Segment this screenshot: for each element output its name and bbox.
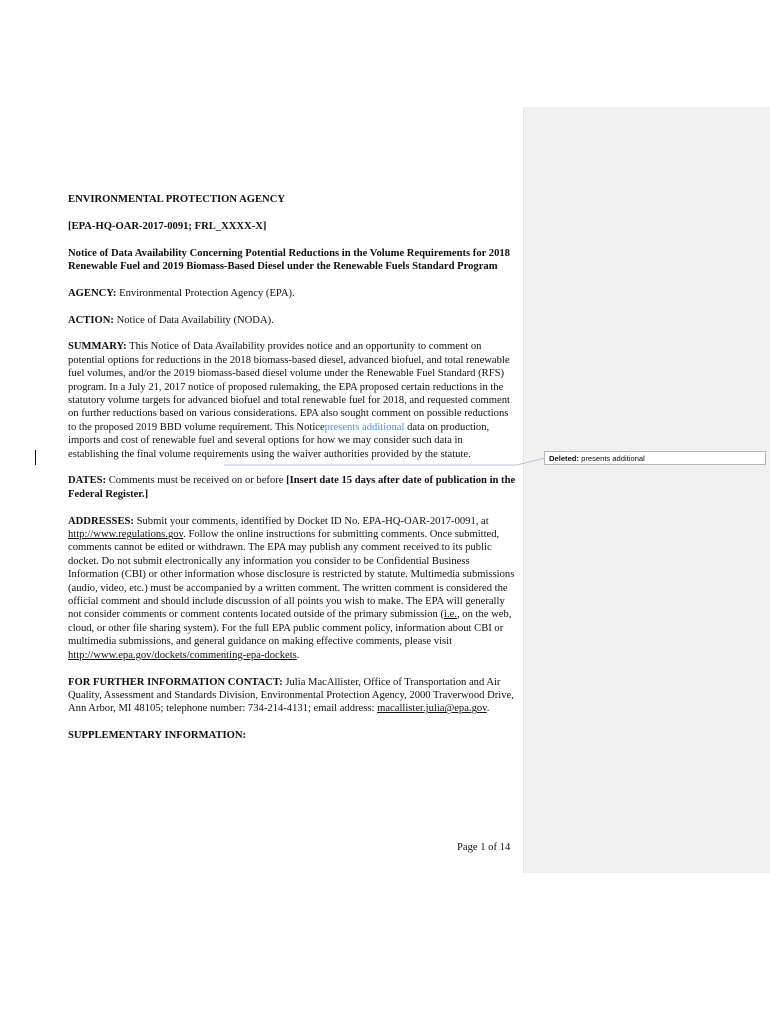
- addresses-label: ADDRESSES:: [68, 515, 134, 527]
- deleted-comment-balloon[interactable]: [544, 451, 766, 465]
- addresses-text-3: , on the web, cloud, or other file sharing system). For the full EPA public comment policy, information about CBI or multimedia submissions, and general guidance on making effective comments, please visit: [68, 609, 512, 648]
- notice-title: Notice of Data Availability Concerning Potential Reductions in the Volume Requirements for 2018 Renewable Fuel and 2019 Biomass-Based Diesel under the Renewable Fuels Standard Program: [68, 247, 510, 272]
- document-body: [68, 193, 516, 756]
- contact-label: FOR FURTHER INFORMATION CONTACT:: [68, 676, 283, 688]
- addresses-text-1: Submit your comments, identified by Docket ID No. EPA-HQ-OAR-2017-0091, at: [136, 515, 489, 527]
- dates-text: Comments must be received on or before: [108, 475, 284, 487]
- addresses-text-4: .: [296, 649, 300, 661]
- contact-email-link[interactable]: macallister.julia@epa.gov: [377, 703, 487, 715]
- summary-text-after: data on production, imports and cost of renewable fuel and several options for how we may consider such data in establishing the final volume requirements using the waiver authorities provided by the statute.: [68, 421, 490, 460]
- contact-text: Julia MacAllister, Office of Transportation and Air Quality, Assessment and Standards Division, Environmental Protection Agency, 2000 Traverwood Drive, Ann Arbor, MI 48105; telephone number: 734-214-4131; email address:: [68, 676, 514, 715]
- dates-bold-text: [Insert date 15 days after date of publication in the Federal Register.]: [68, 475, 516, 500]
- contact-text-end: .: [486, 703, 490, 715]
- agency-paragraph: [68, 287, 516, 300]
- agency-heading: ENVIRONMENTAL PROTECTION AGENCY: [68, 194, 286, 205]
- addresses-text-2: . Follow the online instructions for submitting comments. Once submitted, comments cannot be edited or withdrawn. The EPA may publish any comment received to its public docket. Do not submit electronically any information you consider to be Confidential Business Information (CBI) or other information whose disclosure is restricted by statute. Multimedia submissions (audio, video, etc.) must be accompanied by a written comment. The written comment is considered the official comment and should include discussion of all points you wish to make. The EPA will generally not consider comments or comment contents located outside of the primary submission (: [68, 529, 515, 621]
- action-text: Notice of Data Availability (NODA).: [116, 314, 274, 326]
- deleted-text: presents additional: [581, 454, 645, 463]
- contact-paragraph: [68, 676, 516, 716]
- summary-paragraph: [68, 340, 516, 461]
- change-bar: [35, 450, 36, 465]
- dates-label: DATES:: [68, 475, 107, 487]
- tracked-insertion[interactable]: presents additional: [324, 421, 405, 433]
- docket-line: [EPA-HQ-OAR-2017-0091; FRL_XXXX-X]: [68, 220, 267, 232]
- agency-label: AGENCY:: [68, 287, 117, 299]
- epa-dockets-link[interactable]: http://www.epa.gov/dockets/commenting-epa-dockets: [68, 649, 297, 661]
- dates-paragraph: [68, 474, 516, 501]
- summary-text-before: This Notice of Data Availability provides notice and an opportunity to comment on potential options for reductions in the 2018 biomass-based diesel, advanced biofuel, and total renewable fuel volumes, and/or the 2019 biomass-based diesel volume under the Renewable Fuel Standard (RFS) program. In a July 21, 2017 notice of proposed rulemaking, the EPA proposed certain reductions in the statutory volume targets for advanced biofuel and total renewable fuel for 2018, and requested comment on further reductions based on various considerations. EPA also sought comment on possible reductions to the proposed 2019 BBD volume requirement. This Notice: [68, 341, 510, 433]
- action-label: ACTION:: [68, 314, 114, 326]
- agency-text: Environmental Protection Agency (EPA).: [119, 287, 295, 299]
- supplementary-label: SUPPLEMENTARY INFORMATION:: [68, 730, 247, 742]
- summary-label: SUMMARY:: [68, 341, 127, 353]
- page-number: Page 1 of 14: [457, 842, 511, 853]
- ie-abbreviation: i.e.: [444, 609, 457, 621]
- addresses-paragraph: [68, 515, 516, 662]
- regulations-link[interactable]: http://www.regulations.gov: [68, 529, 184, 541]
- deleted-label: Deleted:: [549, 454, 579, 463]
- action-paragraph: [68, 314, 516, 327]
- markup-pane: [523, 107, 770, 873]
